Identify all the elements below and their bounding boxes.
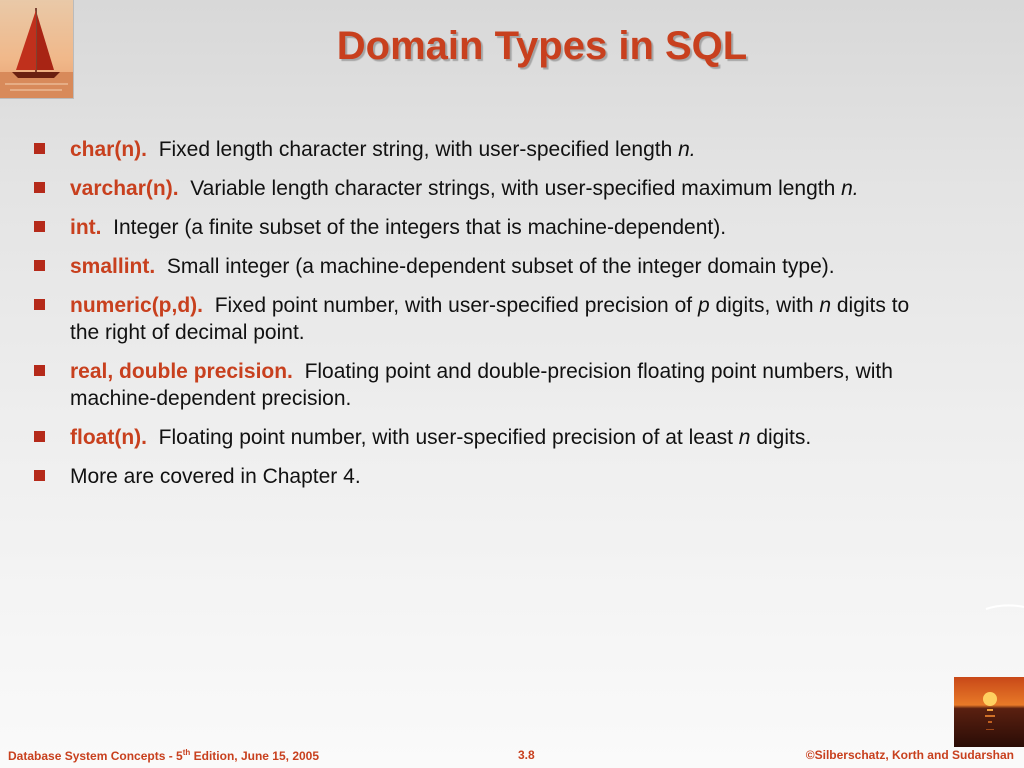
footer [0,748,1024,768]
item-italic: n. [678,138,696,161]
item-text: Variable length character strings, with user-specified maximum length [190,177,842,200]
list-item [34,292,934,346]
sunset-image [954,677,1024,747]
item-text: Small integer (a machine-dependent subset of the integer domain type). [166,255,835,278]
item-italic-2: n [819,294,832,317]
item-term: varchar(n). [70,177,179,200]
item-text: More are covered in Chapter 4. [70,465,361,488]
item-italic: n. [841,177,859,200]
item-italic: n [738,426,751,449]
item-text: Floating point number, with user-specified precision of at least [158,426,739,449]
list-item [34,136,934,163]
list-item [34,175,934,202]
item-text-after-2: digits to the right of decimal point. [70,294,910,344]
bullet-icon [34,221,45,232]
item-term: float(n). [70,426,147,449]
item-term: real, double precision. [70,360,293,383]
bullet-icon [34,260,45,271]
list-item [34,463,934,490]
item-term: smallint. [70,255,156,278]
footer-left-sup: th [182,748,191,757]
item-text: Integer (a finite subset of the integers that is machine-dependent). [113,216,727,239]
list-item [34,358,934,412]
bullet-icon [34,365,45,376]
footer-left-suffix: Edition, June 15, 2005 [190,749,320,763]
copyright: ©Silberschatz, Korth and Sudarshan [805,748,1014,762]
bullet-icon [34,299,45,310]
bullet-icon [34,143,45,154]
bullet-icon [34,431,45,442]
decorative-curve [984,595,1024,625]
item-text-after: digits, with [709,294,820,317]
bullet-icon [34,182,45,193]
item-text: Fixed length character string, with user-specified length [158,138,679,161]
item-text-after: digits. [750,426,812,449]
bullet-list [34,136,934,502]
item-term: int. [70,216,102,239]
list-item [34,253,934,280]
bullet-icon [34,470,45,481]
item-text: Floating point and double-precision floating point numbers, with machine-dependent precision. [70,360,893,410]
item-text: Fixed point number, with user-specified precision of [214,294,698,317]
item-italic: p [697,294,710,317]
list-item [34,424,934,451]
footer-left [8,748,319,763]
item-term: numeric(p,d). [70,294,204,317]
list-item [34,214,934,241]
page-title: Domain Types in SQL [336,24,748,68]
footer-left-prefix: Database System Concepts - 5 [8,749,183,763]
item-term: char(n). [70,138,148,161]
page-number: 3.8 [518,748,535,762]
